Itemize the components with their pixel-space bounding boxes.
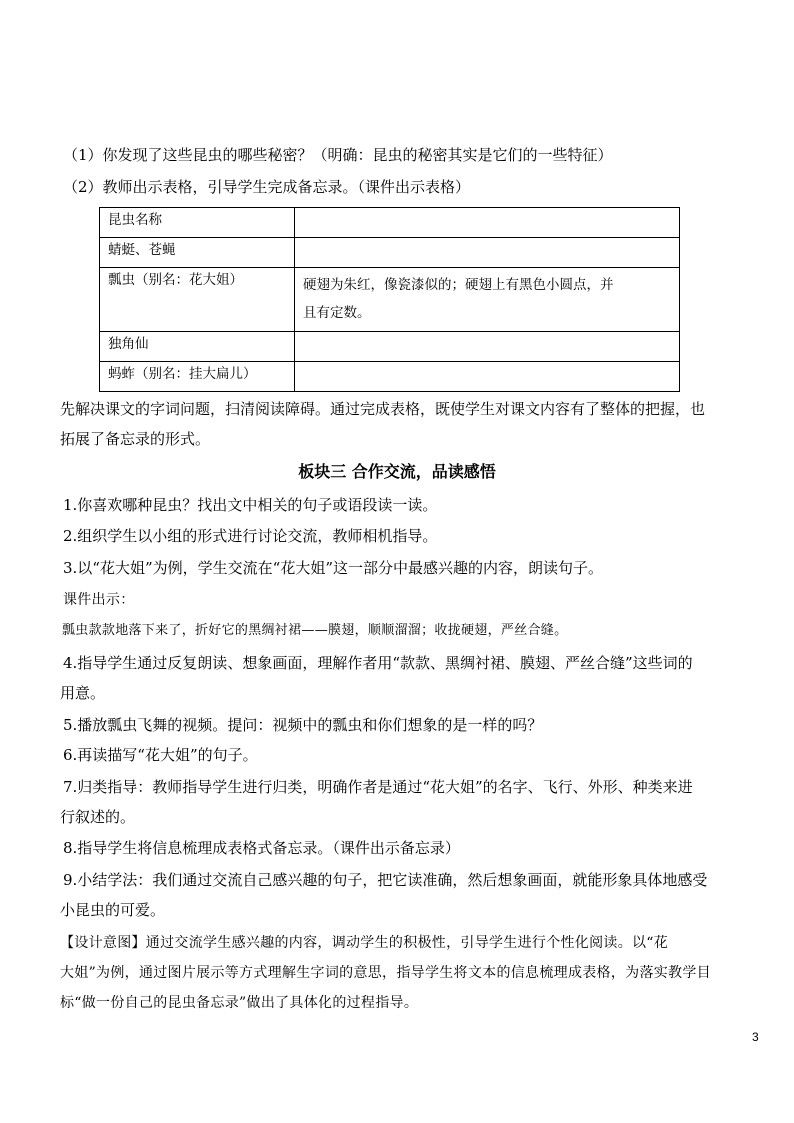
table-cell-name: 昆虫名称 [100, 208, 295, 238]
step-8: 8.指导学生将信息梳理成表格式备忘录。（课件出示备忘录） [63, 839, 460, 857]
step-1: 1.你喜欢哪种昆虫？找出文中相关的句子或语段读一读。 [63, 496, 438, 514]
table-cell-name: 瓢虫（别名：花大姐） [100, 268, 295, 332]
table-cell-name: 蚂蚱（别名：挂大扁儿） [100, 362, 295, 392]
step-5: 5.播放瓢虫飞舞的视频。提问：视频中的瓢虫和你们想象的是一样的吗？ [63, 716, 543, 734]
design-intent-line: 【设计意图】通过交流学生感兴趣的内容，调动学生的积极性，引导学生进行个性化阅读。以“花 [60, 935, 669, 951]
step-2: 2.组织学生以小组的形式进行讨论交流，教师相机指导。 [63, 527, 438, 545]
design-intent-line: 大姐”为例，通过图片展示等方式理解生字词的意思，指导学生将文本的信息梳理成表格，为落实教学目 [60, 965, 711, 981]
table-row [100, 362, 680, 392]
table-row [100, 238, 680, 268]
table-cell-name: 蜻蜓、苍蝇 [100, 238, 295, 268]
design-intent-line: 标“做一份自己的昆虫备忘录”做出了具体化的过程指导。 [60, 995, 419, 1011]
step-4-line: 用意。 [60, 684, 106, 702]
page-number: 3 [752, 1030, 759, 1044]
step-7-line: 行叙述的。 [60, 808, 136, 826]
step-7-line: 7.归类指导：教师指导学生进行归类，明确作者是通过“花大姐”的名字、飞行、外形、种类来进 [63, 778, 693, 796]
table-cell-desc [295, 268, 680, 332]
table-cell-desc [295, 208, 680, 238]
summary-line: 先解决课文的字词问题，扫清阅读障碍。通过完成表格，既使学生对课文内容有了整体的把握，也 [60, 400, 706, 418]
step-4-line: 4.指导学生通过反复朗读、想象画面，理解作者用“款款、黑绸衬裙、膜翅、严丝合缝”这些词的 [63, 654, 693, 672]
courseware-quote: 瓢虫款款地落下来了，折好它的黑绸衬裙——膜翅，顺顺溜溜；收拢硬翅，严丝合缝。 [62, 623, 568, 638]
step-3: 3.以“花大姐”为例，学生交流在“花大姐”这一部分中最感兴趣的内容，朗读句子。 [63, 559, 603, 577]
step-6: 6.再读描写“花大姐”的句子。 [63, 746, 258, 764]
table-row [100, 268, 680, 332]
summary-line: 拓展了备忘录的形式。 [60, 430, 211, 448]
table-cell-name: 独角仙 [100, 332, 295, 362]
table-cell-desc [295, 238, 680, 268]
step-9-line: 小昆虫的可爱。 [60, 901, 166, 919]
question-2: （2）教师出示表格，引导学生完成备忘录。（课件出示表格） [63, 178, 471, 196]
desc-line: 硬翅为朱红，像瓷漆似的；硬翅上有黑色小圆点，并 [303, 277, 614, 293]
courseware-label: 课件出示： [63, 592, 135, 608]
insect-memo-table [99, 207, 680, 392]
table-row [100, 332, 680, 362]
table-cell-desc [295, 362, 680, 392]
section-heading: 板块三 合作交流，品读感悟 [298, 462, 496, 481]
table-row [100, 208, 680, 238]
step-9-line: 9.小结学法：我们通过交流自己感兴趣的句子，把它读准确，然后想象画面，就能形象具体地感受 [63, 871, 708, 889]
question-1: （1）你发现了这些昆虫的哪些秘密？（明确：昆虫的秘密其实是它们的一些特征） [63, 146, 613, 164]
desc-line: 且有定数。 [303, 305, 371, 321]
table-cell-desc [295, 332, 680, 362]
